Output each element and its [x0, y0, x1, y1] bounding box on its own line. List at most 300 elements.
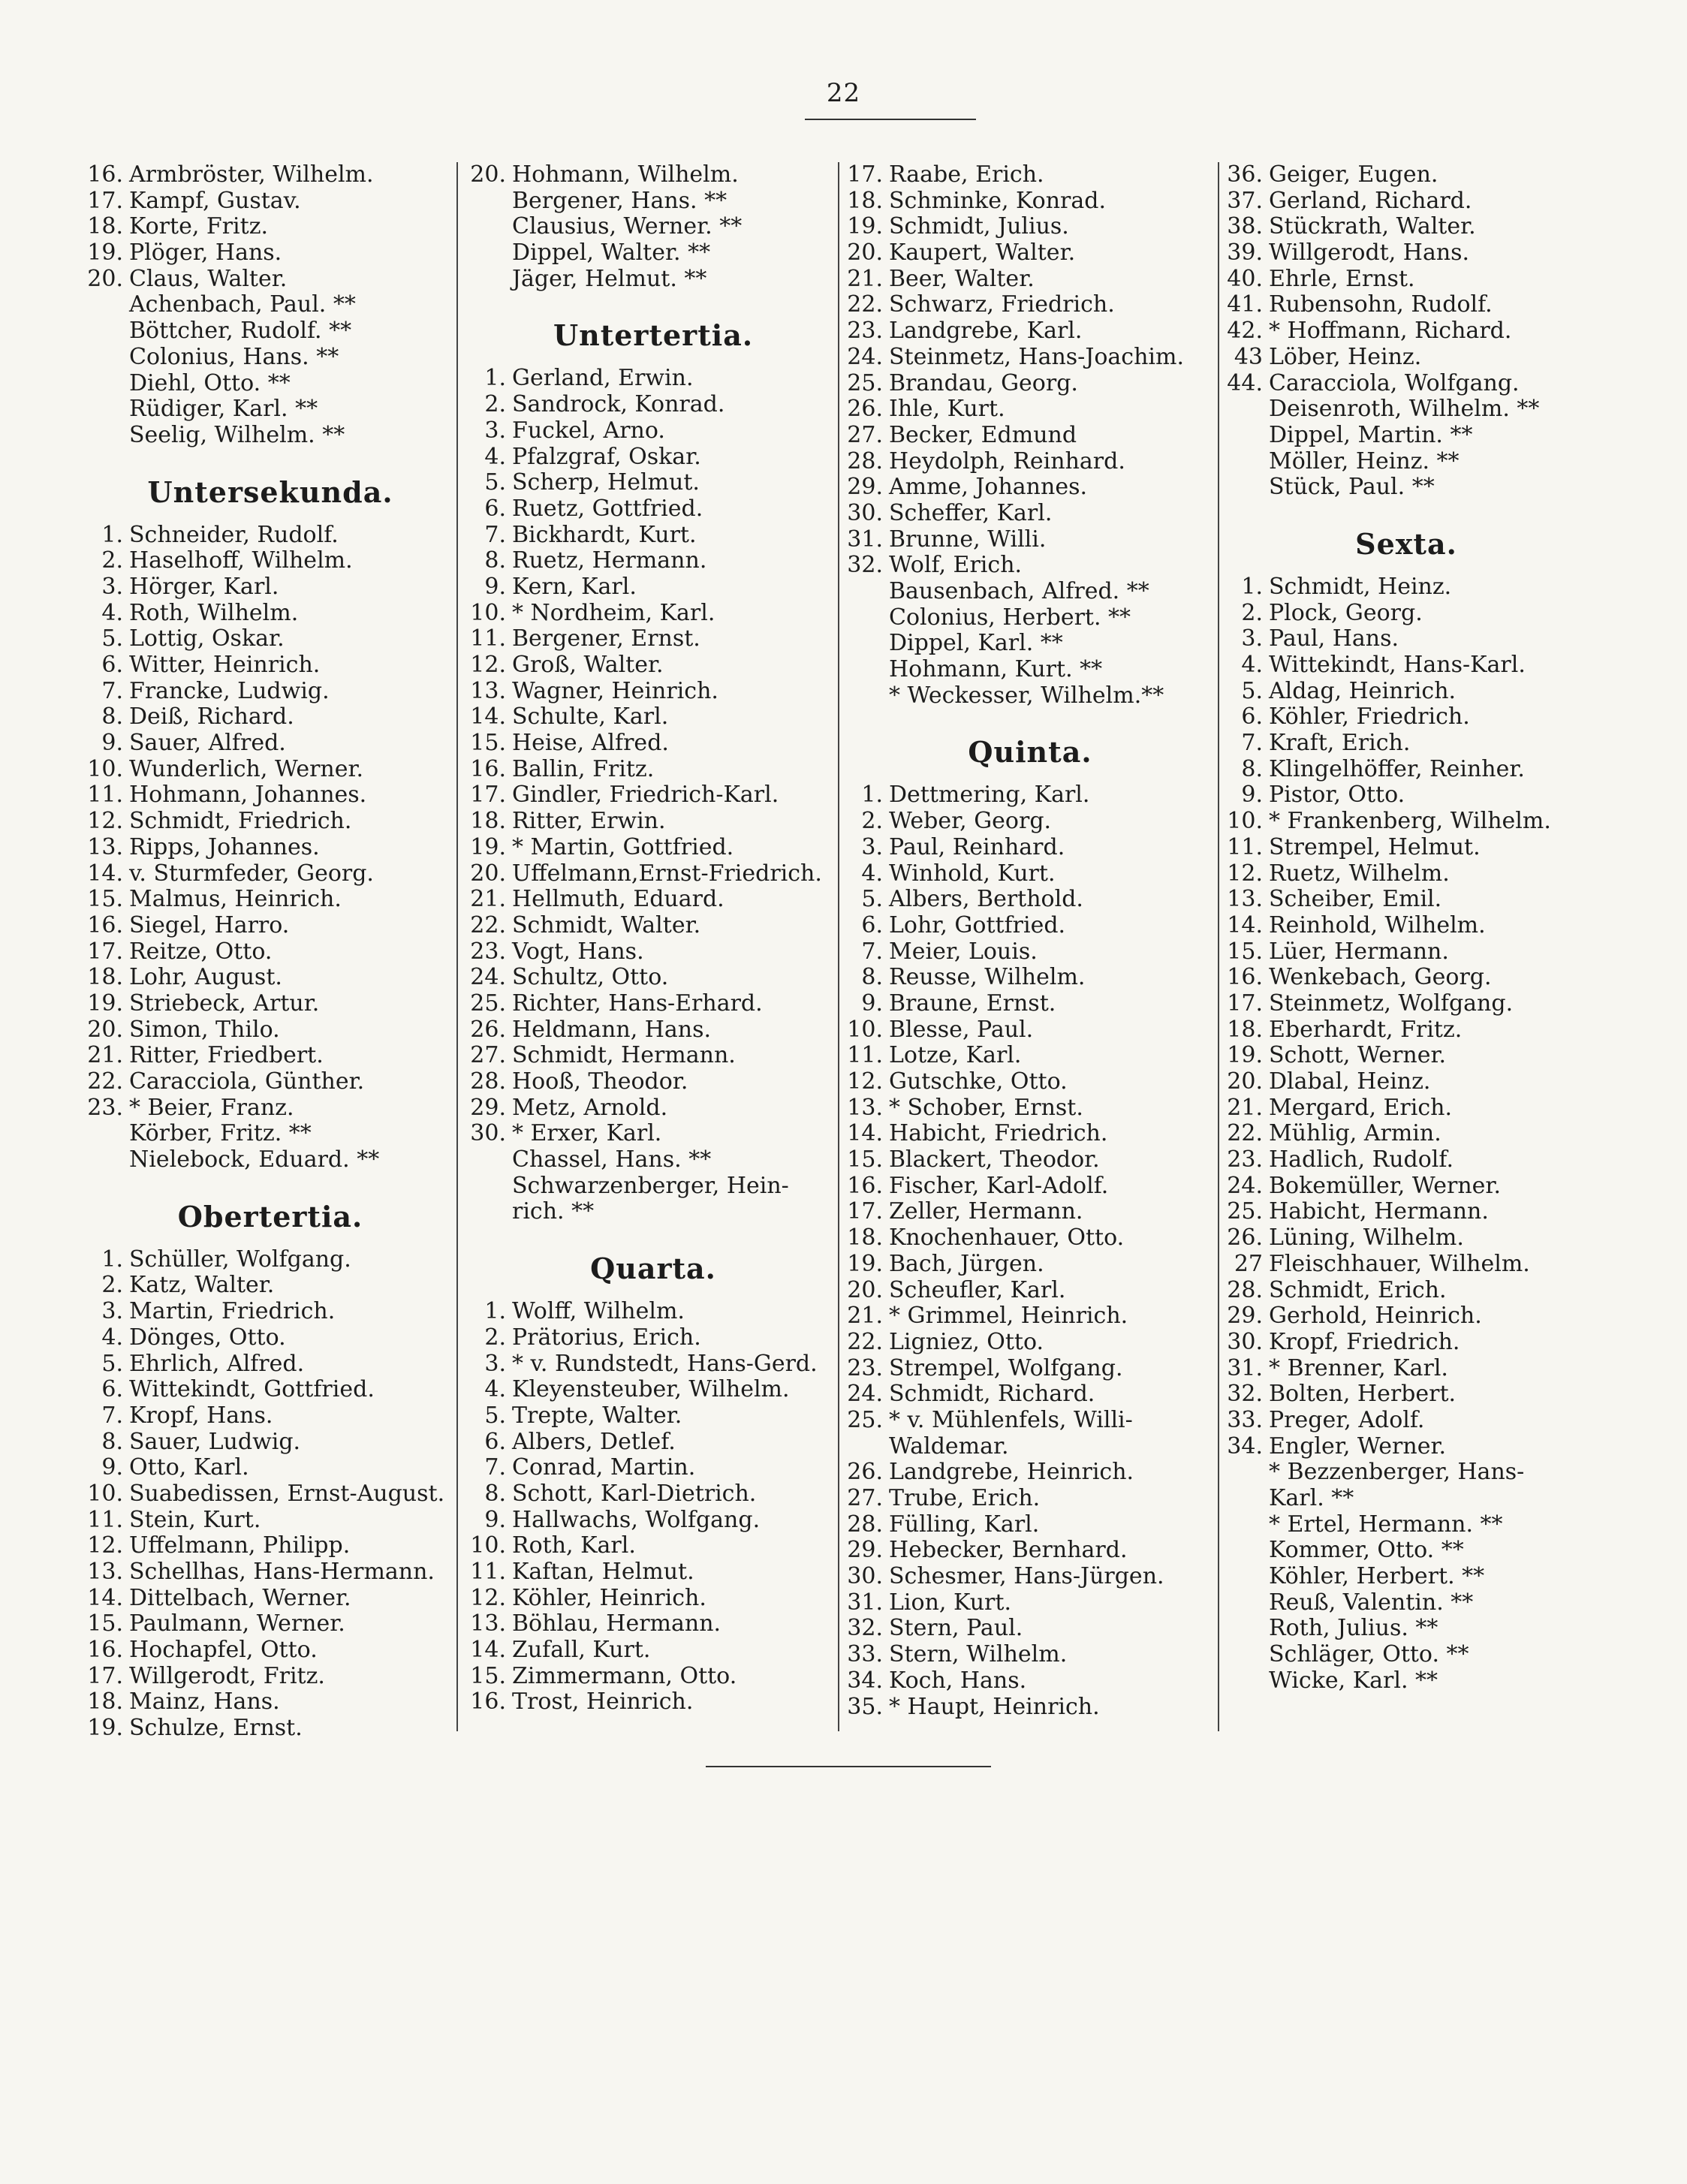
list-item-name: Ballin, Fritz. [512, 755, 655, 782]
list-item-number: 31. [1227, 1354, 1263, 1381]
list-item-name: Wicke, Karl. ** [1269, 1667, 1438, 1694]
list-item [465, 1043, 841, 1069]
list-item-number: 19. [87, 239, 123, 267]
list-item-number: 7. [861, 938, 883, 965]
list-item-number: 14. [470, 1637, 506, 1664]
list-item-name: Richter, Hans-Erhard. [512, 990, 763, 1017]
list-item-number: 19. [847, 213, 883, 240]
list-item-name: Blackert, Theodor. [889, 1146, 1100, 1173]
list-item-number: 32. [847, 1615, 883, 1642]
list-item [842, 1278, 1218, 1304]
list-item-number: 21. [1227, 1094, 1263, 1121]
list-item [83, 1377, 458, 1403]
list-item-name: Deisenroth, Wilhelm. ** [1269, 396, 1540, 423]
list-item-name: Scheiber, Emil. [1269, 886, 1442, 913]
list-item-name: Clausius, Werner. ** [512, 213, 743, 240]
list-item-number: 20. [87, 265, 123, 292]
list-item-number: 14. [87, 1584, 123, 1611]
list-item-number [1222, 396, 1269, 423]
list-item-name: Hohmann, Kurt. ** [889, 656, 1103, 683]
list-item [465, 548, 841, 574]
list-item [465, 1299, 841, 1325]
list-item [842, 1616, 1218, 1642]
list-item [842, 1017, 1218, 1044]
list-item-number: 33. [847, 1641, 883, 1668]
list-item [842, 1147, 1218, 1173]
list-item-name: Plock, Georg. [1269, 599, 1423, 626]
list-item-name: Reitze, Otto. [129, 938, 273, 965]
list-item-name: Mergard, Erich. [1269, 1094, 1453, 1121]
list-item-name: Wolf, Erich. [889, 552, 1023, 579]
list-item-number [1222, 1512, 1269, 1538]
list-item-name: Möller, Heinz. ** [1269, 447, 1460, 474]
list-item-number: 39. [1227, 239, 1263, 267]
list-item-number: 9. [861, 990, 883, 1017]
list-item [83, 318, 458, 345]
list-item-number: 12. [470, 652, 506, 678]
list-item [842, 1538, 1218, 1564]
list-item-number: 12. [87, 808, 123, 835]
list-item-name: Zufall, Kurt. [512, 1637, 651, 1664]
list-item [83, 1455, 458, 1481]
list-item [842, 657, 1218, 683]
list-item [83, 601, 458, 627]
list-item [83, 1716, 458, 1742]
list-item [1222, 318, 1590, 345]
list-item-number: 1. [484, 1298, 506, 1325]
list-item-name: Sauer, Ludwig. [129, 1428, 301, 1455]
list-item-name: Kraft, Erich. [1269, 730, 1411, 757]
list-item [1222, 1668, 1590, 1694]
list-item-number: 38. [1227, 213, 1263, 240]
list-item-name: Kaupert, Walter. [889, 239, 1076, 267]
list-item-number [465, 1199, 512, 1225]
list-item-name: Lotze, Karl. [889, 1042, 1022, 1069]
list-item-name: Mainz, Hans. [129, 1688, 280, 1716]
column-divider [838, 162, 839, 1731]
list-item-name: * Brenner, Karl. [1269, 1354, 1448, 1381]
list-item-name: Heydolph, Reinhard. [889, 447, 1125, 474]
list-item-number: 4. [861, 860, 883, 887]
column-3 [842, 162, 1218, 1739]
list-item-number [842, 631, 889, 657]
list-item [1222, 731, 1590, 757]
list-item [465, 757, 841, 783]
list-item [83, 345, 458, 371]
list-item-number: 20. [847, 1276, 883, 1303]
list-item-number: 7. [484, 1454, 506, 1481]
list-item [842, 423, 1218, 449]
list-item-name: Ehrle, Ernst. [1269, 265, 1415, 292]
list-item [842, 1356, 1218, 1382]
list-item [842, 1564, 1218, 1590]
list-item [83, 1069, 458, 1095]
list-item-name: Löber, Heinz. [1269, 343, 1422, 370]
list-item-number [1222, 1460, 1269, 1486]
list-item-name: Böttcher, Rudolf. ** [129, 318, 352, 345]
list-item-name: Braune, Ernst. [889, 990, 1056, 1017]
list-item [1222, 1225, 1590, 1252]
list-item-name: Geiger, Eugen. [1269, 161, 1438, 188]
list-item-number: 27 [1234, 1250, 1263, 1277]
list-item-number: 15. [1227, 938, 1263, 965]
list-item-name: Uffelmann, Philipp. [129, 1532, 351, 1559]
list-item-name: Blesse, Paul. [889, 1016, 1034, 1043]
list-item [83, 991, 458, 1017]
list-item [1222, 396, 1590, 423]
list-item [83, 1559, 458, 1586]
list-item [83, 1481, 458, 1508]
list-item-name: Habicht, Hermann. [1269, 1198, 1489, 1225]
list-item [83, 1429, 458, 1456]
list-item [465, 679, 841, 705]
list-item [842, 267, 1218, 293]
list-item-name: Hebecker, Bernhard. [889, 1537, 1128, 1564]
list-item-name: Ligniez, Otto. [889, 1328, 1044, 1355]
list-item [83, 861, 458, 887]
list-item [465, 1377, 841, 1403]
list-item-number: 4. [1241, 652, 1263, 678]
list-item-number: 20. [470, 860, 506, 887]
list-item [83, 626, 458, 652]
list-item-name: Lüer, Hermann. [1269, 938, 1449, 965]
list-item [465, 1017, 841, 1044]
list-item-name: Körber, Fritz. ** [129, 1120, 312, 1147]
list-item-number: 21. [847, 265, 883, 292]
list-item-name: Hörger, Karl. [129, 573, 279, 600]
list-item-name: Weber, Georg. [889, 808, 1052, 835]
list-item-name: Roth, Karl. [512, 1532, 636, 1559]
list-item [1222, 1252, 1590, 1278]
list-item-name: * Frankenberg, Wilhelm. [1269, 808, 1551, 835]
list-item-number: 24. [847, 343, 883, 370]
list-item-number: 5. [1241, 677, 1263, 704]
list-item-number: 1. [1241, 573, 1263, 600]
list-item [83, 965, 458, 991]
list-item-name: Trost, Heinrich. [512, 1688, 694, 1716]
list-item [465, 1095, 841, 1122]
list-item [465, 601, 841, 627]
list-item-number [1222, 449, 1269, 475]
section-heading: Sexta. [1355, 526, 1457, 561]
list-item [842, 782, 1218, 809]
list-item-name: Karl. ** [1269, 1485, 1354, 1511]
list-item-number: 3. [1241, 625, 1263, 652]
list-item [842, 1121, 1218, 1147]
list-item-number: 13. [470, 677, 506, 704]
list-item-name: Schott, Karl-Dietrich. [512, 1480, 757, 1507]
student-columns [83, 161, 1584, 1742]
list-item-number: 14. [1227, 911, 1263, 938]
list-item-number [1222, 1668, 1269, 1694]
list-item [465, 1508, 841, 1534]
list-item [1222, 1017, 1590, 1044]
list-item [1222, 1486, 1590, 1512]
list-item [465, 1325, 841, 1351]
list-item [1222, 1538, 1590, 1564]
list-item-number [1222, 1642, 1269, 1668]
list-item-number: 13. [87, 833, 123, 860]
list-item-number [1222, 1486, 1269, 1512]
list-item-number [1222, 423, 1269, 449]
list-item [465, 162, 841, 188]
list-item [83, 1043, 458, 1069]
list-item [83, 887, 458, 913]
list-item-number: 1. [101, 1246, 123, 1273]
list-item-name: Kropf, Hans. [129, 1402, 273, 1429]
list-item-name: Ihle, Kurt. [889, 396, 1005, 423]
list-item [83, 1147, 458, 1173]
list-item [842, 605, 1218, 631]
list-item [83, 188, 458, 215]
list-item [83, 214, 458, 240]
list-item-number: 1. [101, 521, 123, 548]
list-item-number: 11. [87, 782, 123, 809]
list-item-name: Strempel, Wolfgang. [889, 1354, 1123, 1381]
list-item-number: 19. [470, 833, 506, 860]
list-item-number: 6. [1241, 703, 1263, 731]
list-item [842, 861, 1218, 887]
list-item-number: 36. [1227, 161, 1263, 188]
list-item-name: Dlabal, Heinz. [1269, 1068, 1431, 1095]
list-item-name: Scheufler, Karl. [889, 1276, 1066, 1303]
list-item-name: Lohr, August. [129, 964, 282, 991]
list-item-name: Albers, Detlef. [512, 1428, 676, 1455]
list-item [842, 1069, 1218, 1095]
list-item [1222, 240, 1590, 267]
list-item-number: 13. [847, 1094, 883, 1121]
list-item [1222, 887, 1590, 913]
list-item [1222, 1121, 1590, 1147]
list-item-name: Steinmetz, Hans-Joachim. [889, 343, 1184, 370]
list-item-number: 40. [1227, 265, 1263, 292]
list-item-name: * Bezzenberger, Hans- [1269, 1459, 1525, 1486]
list-item-name: Landgrebe, Heinrich. [889, 1459, 1134, 1486]
list-item [842, 1642, 1218, 1668]
list-item-number: 9. [484, 1506, 506, 1533]
list-item-number: 14. [87, 860, 123, 887]
list-item-number: 8. [484, 547, 506, 574]
list-item-number: 26. [847, 1459, 883, 1486]
list-item [83, 1017, 458, 1044]
list-item-number: 18. [1227, 1016, 1263, 1043]
list-item [465, 1147, 841, 1173]
list-item [465, 418, 841, 444]
list-item-number: 3. [101, 573, 123, 600]
list-item-number: 24. [470, 964, 506, 991]
list-item [83, 652, 458, 679]
list-item-number: 20. [847, 239, 883, 267]
list-item-number: 21. [87, 1042, 123, 1069]
list-item [83, 1403, 458, 1429]
list-item [1222, 782, 1590, 809]
list-item [1222, 292, 1590, 318]
list-item-number: 37. [1227, 187, 1263, 214]
list-item-name: Schmidt, Erich. [1269, 1276, 1447, 1303]
list-item-name: * Martin, Gottfried. [512, 833, 734, 860]
list-item-name: Gerhold, Heinrich. [1269, 1303, 1482, 1330]
list-item-number: 25. [1227, 1198, 1263, 1225]
list-item-number: 31. [847, 1589, 883, 1616]
column-2 [465, 162, 841, 1739]
list-item [842, 809, 1218, 835]
list-item-name: Schellhas, Hans-Hermann. [129, 1559, 435, 1585]
list-item-number: 14. [847, 1120, 883, 1147]
list-item-number: 6. [861, 911, 883, 938]
list-item [465, 835, 841, 861]
list-item-name: Wunderlich, Werner. [129, 755, 364, 782]
list-item [1222, 1408, 1590, 1434]
list-item [842, 1043, 1218, 1069]
list-item-name: Koch, Hans. [889, 1667, 1027, 1694]
list-item-name: Schulte, Karl. [512, 703, 669, 731]
list-item-name: * Hoffmann, Richard. [1269, 318, 1512, 345]
list-item-name: Hochapfel, Otto. [129, 1637, 318, 1664]
list-item [465, 1121, 841, 1147]
list-item-name: Heise, Alfred. [512, 730, 669, 757]
column-divider [456, 162, 458, 1731]
list-item-number: 11. [87, 1506, 123, 1533]
list-item [83, 1586, 458, 1612]
list-item-name: Pistor, Otto. [1269, 782, 1405, 809]
list-item-name: Ritter, Erwin. [512, 808, 666, 835]
list-item [842, 1460, 1218, 1486]
list-item [83, 162, 458, 188]
list-item-name: Ripps, Johannes. [129, 833, 320, 860]
list-item [842, 991, 1218, 1017]
list-item [465, 991, 841, 1017]
list-item-number: 27. [470, 1042, 506, 1069]
list-item-name: Schneider, Rudolf. [129, 521, 339, 548]
list-item [465, 913, 841, 939]
list-item-number: 7. [101, 1402, 123, 1429]
list-item [465, 240, 841, 267]
list-item-number: 8. [484, 1480, 506, 1507]
list-item-name: Kampf, Gustav. [129, 187, 301, 214]
list-item-name: Lohr, Gottfried. [889, 911, 1066, 938]
list-item [1222, 267, 1590, 293]
list-item-name: Bausenbach, Alfred. ** [889, 578, 1149, 604]
list-item-name: Chassel, Hans. ** [512, 1146, 712, 1173]
list-item-number: 2. [484, 1324, 506, 1351]
list-item-number: 10. [87, 1480, 123, 1507]
list-item [465, 1689, 841, 1716]
list-item-name: Scheffer, Karl. [889, 499, 1053, 526]
list-item [465, 626, 841, 652]
list-item-name: Conrad, Martin. [512, 1454, 696, 1481]
list-item-number: 5. [484, 1402, 506, 1429]
list-item-name: Böhlau, Hermann. [512, 1610, 721, 1637]
list-item-number: 15. [470, 730, 506, 757]
list-item-name: Schott, Werner. [1269, 1042, 1447, 1069]
list-item-name: Gindler, Friedrich-Karl. [512, 782, 779, 809]
list-item-number: 27. [847, 421, 883, 448]
list-item [842, 345, 1218, 371]
list-item-number: 30. [847, 1563, 883, 1590]
list-item [465, 523, 841, 549]
list-item-number [842, 657, 889, 683]
list-item [842, 1434, 1218, 1460]
list-item-number [83, 396, 129, 423]
list-item-number: 4. [484, 1376, 506, 1403]
list-item [465, 1637, 841, 1664]
list-item-number: 2. [1241, 599, 1263, 626]
list-item-number: 23. [847, 318, 883, 345]
list-item [1222, 1095, 1590, 1122]
list-item [1222, 162, 1590, 188]
list-item [1222, 474, 1590, 501]
list-item-number: 6. [101, 1376, 123, 1403]
list-item [465, 1664, 841, 1690]
list-item-number: 26. [470, 1016, 506, 1043]
list-item-name: Suabedissen, Ernst-August. [129, 1480, 445, 1507]
list-item [1222, 757, 1590, 783]
list-item-number: 2. [101, 1272, 123, 1299]
list-item-name: Roth, Wilhelm. [129, 599, 299, 626]
list-item-number: 16. [87, 911, 123, 938]
list-item-number: 41. [1227, 291, 1263, 318]
list-item [842, 553, 1218, 579]
list-item-name: Köhler, Herbert. ** [1269, 1563, 1485, 1590]
list-item [1222, 991, 1590, 1017]
section-heading: Quinta. [968, 735, 1092, 770]
list-item-name: Dippel, Karl. ** [889, 630, 1063, 657]
list-item-number: 30. [1227, 1328, 1263, 1355]
list-item-number: 42. [1227, 318, 1263, 345]
list-item-name: Zeller, Hermann. [889, 1198, 1083, 1225]
list-item-name: Armbröster, Wilhelm. [129, 161, 374, 188]
list-item [465, 782, 841, 809]
list-item-name: * Erxer, Karl. [512, 1120, 662, 1147]
list-item-name: Schmidt, Walter. [512, 911, 701, 938]
list-item-number: 23. [87, 1094, 123, 1121]
list-item [83, 371, 458, 397]
list-item-number: 6. [484, 1428, 506, 1455]
list-item-name: Haselhoff, Wilhelm. [129, 547, 353, 574]
list-item-number: 18. [847, 187, 883, 214]
list-item [83, 939, 458, 965]
list-item-name: Colonius, Herbert. ** [889, 604, 1131, 631]
list-item [1222, 965, 1590, 991]
list-item-number: 22. [847, 291, 883, 318]
page-number-rule [805, 119, 976, 120]
list-item-name: Kaftan, Helmut. [512, 1559, 694, 1585]
list-item-number [83, 371, 129, 397]
list-item-name: Simon, Thilo. [129, 1016, 280, 1043]
list-item [83, 1533, 458, 1559]
list-item-name: Seelig, Wilhelm. ** [129, 421, 345, 448]
list-item-name: Fleischhauer, Wilhelm. [1269, 1250, 1530, 1277]
list-item [842, 501, 1218, 527]
list-item [465, 1455, 841, 1481]
list-item-number [465, 188, 512, 215]
section-heading: Obertertia. [177, 1199, 363, 1234]
list-item-name: Trube, Erich. [889, 1485, 1041, 1511]
list-item [1222, 1460, 1590, 1486]
list-item [83, 396, 458, 423]
list-item [465, 861, 841, 887]
list-item-number: 10. [87, 755, 123, 782]
list-item [1222, 835, 1590, 861]
list-item-number [83, 1147, 129, 1173]
list-item-number: 28. [470, 1068, 506, 1095]
list-item-number: 23. [847, 1354, 883, 1381]
list-item-name: Bolten, Herbert. [1269, 1381, 1457, 1408]
list-item-number: 12. [470, 1584, 506, 1611]
list-item-name: Albers, Berthold. [889, 886, 1083, 913]
list-item-name: Hellmuth, Eduard. [512, 886, 725, 913]
list-item [83, 267, 458, 293]
